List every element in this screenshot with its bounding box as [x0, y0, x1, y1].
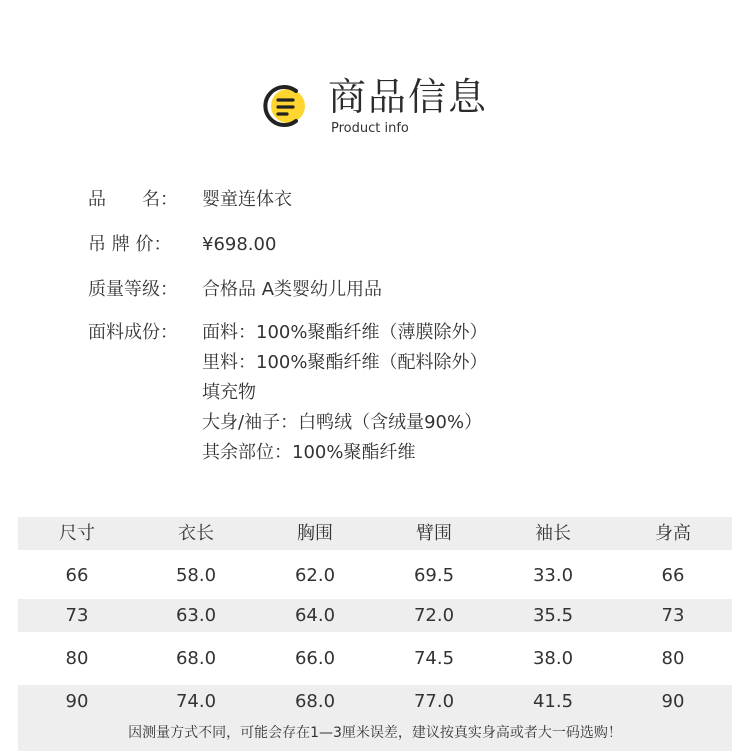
table-header-cell: 衣长 — [178, 523, 214, 544]
table-header-cell: 臂围 — [416, 523, 452, 544]
table-cell: 69.5 — [413, 565, 455, 586]
table-cell: 35.5 — [532, 605, 574, 626]
table-cell: 38.0 — [532, 648, 574, 669]
document-lines-icon — [262, 83, 312, 129]
table-cell: 74.0 — [175, 691, 217, 712]
table-header-cell: 袖长 — [535, 523, 571, 544]
table-row — [18, 599, 732, 632]
table-cell: 66.0 — [294, 648, 336, 669]
table-header-cell: 身高 — [655, 523, 691, 544]
table-cell: 41.5 — [532, 691, 574, 712]
table-cell: 90 — [65, 691, 89, 712]
info-value-tag-price: ¥698.00 — [202, 234, 277, 255]
table-cell: 73 — [65, 605, 89, 626]
table-cell: 74.5 — [413, 648, 455, 669]
info-value-material — [202, 318, 487, 468]
size-note: 因测量方式不同，可能会存在1—3厘米误差，建议按真实身高或者大一码选购！ — [128, 725, 622, 741]
table-header-row — [18, 517, 732, 550]
table-cell: 72.0 — [413, 605, 455, 626]
table-cell: 90 — [661, 691, 685, 712]
table-row — [18, 685, 732, 751]
info-label-material: 面料成份： — [88, 322, 178, 343]
table-cell: 64.0 — [294, 605, 336, 626]
section-header — [0, 0, 750, 150]
table-cell: 66 — [65, 565, 89, 586]
material-line: 面料：100%聚酯纤维（薄膜除外） — [202, 322, 488, 343]
info-value-name: 婴童连体衣 — [202, 189, 292, 210]
table-cell: 68.0 — [294, 691, 336, 712]
info-value-quality: 合格品 A类婴幼儿用品 — [202, 279, 383, 300]
info-label-tag-price: 吊 牌 价： — [88, 234, 172, 255]
material-line: 大身/袖子：白鸭绒（含绒量90%） — [202, 412, 483, 433]
info-label-quality: 质量等级： — [88, 279, 178, 300]
table-row — [18, 559, 732, 592]
table-header-cell: 胸围 — [297, 523, 333, 544]
table-cell: 80 — [65, 648, 89, 669]
section-title: 商品信息 — [328, 75, 489, 119]
material-line: 填充物 — [202, 382, 256, 403]
section-subtitle: Product info — [331, 121, 409, 136]
table-cell: 77.0 — [413, 691, 455, 712]
table-cell: 73 — [661, 605, 685, 626]
table-row — [18, 642, 732, 675]
table-cell: 33.0 — [532, 565, 574, 586]
table-cell: 66 — [661, 565, 685, 586]
table-cell: 80 — [661, 648, 685, 669]
table-cell: 62.0 — [294, 565, 336, 586]
table-cell: 58.0 — [175, 565, 217, 586]
table-cell: 63.0 — [175, 605, 217, 626]
info-label-name: 品 名： — [88, 189, 178, 210]
table-header-cell: 尺寸 — [59, 523, 95, 544]
material-line: 其余部位：100%聚酯纤维 — [202, 442, 416, 463]
material-line: 里料：100%聚酯纤维（配料除外） — [202, 352, 488, 373]
table-cell: 68.0 — [175, 648, 217, 669]
